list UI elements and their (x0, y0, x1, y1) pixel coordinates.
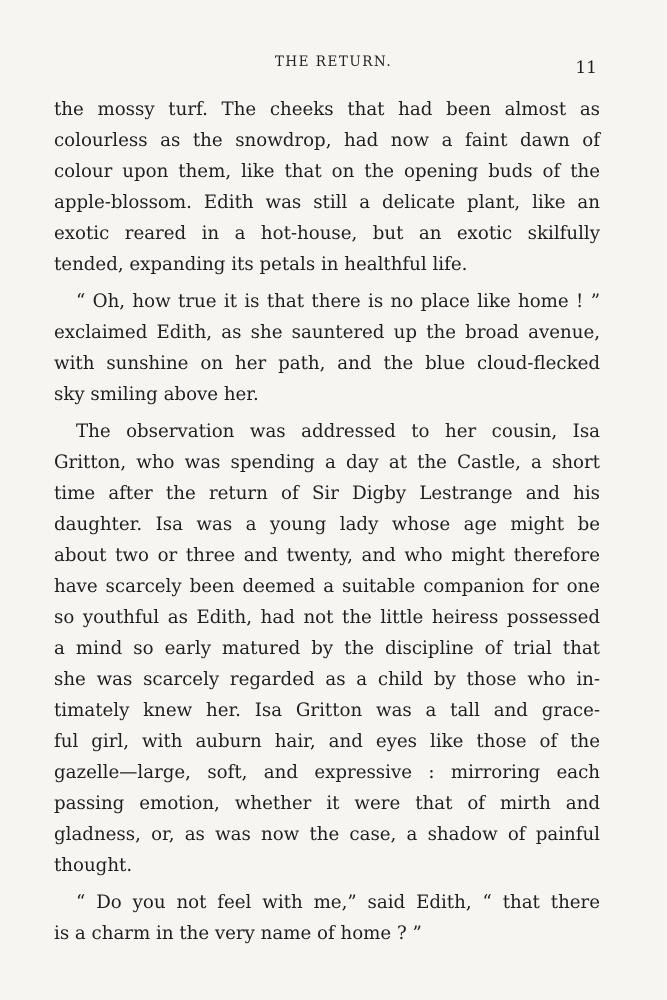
text-line: “ Oh, how true it is that there is no place like home ! ” (76, 291, 600, 312)
text-line: about two or three and twenty, and who might therefore (54, 545, 600, 566)
text-line: daughter. Isa was a young lady whose age might be (54, 514, 600, 535)
text-line: exclaimed Edith, as she sauntered up the broad avenue, (54, 322, 600, 343)
text-line: sky smiling above her. (54, 384, 259, 405)
body-text (54, 94, 600, 949)
text-line: a mind so early matured by the discipline of trial that (54, 638, 600, 659)
text-line: the mossy turf. The cheeks that had been almost as (54, 99, 600, 120)
text-line: so youthful as Edith, had not the little heiress possessed (54, 607, 600, 628)
paragraph (54, 94, 600, 280)
text-line: time after the return of Sir Digby Lestrange and his (54, 483, 600, 504)
text-line: timately knew her. Isa Gritton was a tall and grace- (54, 700, 600, 721)
paragraph (54, 286, 600, 410)
text-line: she was scarcely regarded as a child by those who in- (54, 669, 600, 690)
text-line: apple-blossom. Edith was still a delicate plant, like an (54, 192, 600, 213)
text-line: gladness, or, as was now the case, a shadow of painful (54, 824, 600, 845)
paragraph (54, 887, 600, 949)
text-line: have scarcely been deemed a suitable companion for one (54, 576, 600, 597)
text-line: colour upon them, like that on the opening buds of the (54, 161, 600, 182)
text-line: “ Do you not feel with me,” said Edith, “ that there (76, 892, 600, 913)
text-line: tended, expanding its petals in healthful life. (54, 254, 468, 275)
text-line: colourless as the snowdrop, had now a faint dawn of (54, 130, 600, 151)
text-line: Gritton, who was spending a day at the Castle, a short (54, 452, 600, 473)
text-line: exotic reared in a hot-house, but an exotic skilfully (54, 223, 600, 244)
text-line: is a charm in the very name of home ? ” (54, 923, 422, 944)
text-line: gazelle—large, soft, and expressive : mirroring each (54, 762, 600, 783)
paragraph (54, 416, 600, 881)
text-line: The observation was addressed to her cousin, Isa (76, 421, 600, 442)
running-head: THE RETURN. (274, 54, 393, 70)
text-line: passing emotion, whether it were that of mirth and (54, 793, 600, 814)
text-line: with sunshine on her path, and the blue cloud-flecked (54, 353, 600, 374)
text-line: ful girl, with auburn hair, and eyes like those of the (54, 731, 600, 752)
page-number: 11 (575, 58, 597, 78)
text-line: thought. (54, 855, 133, 876)
